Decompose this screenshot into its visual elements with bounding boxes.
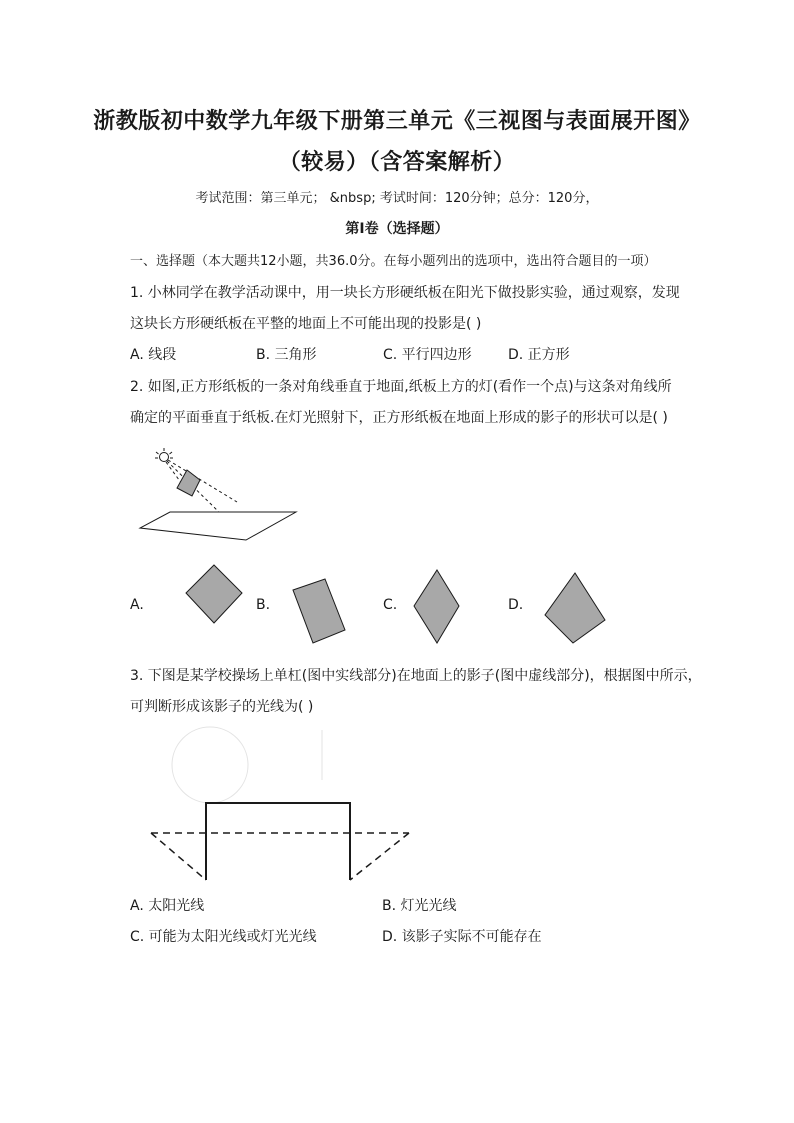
ground-plane — [140, 512, 296, 540]
q3-option-a[interactable]: A. 太阳光线 — [130, 898, 205, 914]
horizontal-bar — [206, 803, 350, 880]
volume-heading: 第I卷（选择题） — [345, 221, 449, 237]
q3-option-b[interactable]: B. 灯光光线 — [382, 898, 457, 914]
q3-option-c[interactable]: C. 可能为太阳光线或灯光光线 — [130, 929, 317, 945]
option-c-shape — [414, 570, 459, 643]
shadow-right-post — [350, 833, 409, 880]
q3-stem-line1: 3. 下图是某学校操场上单杠(图中实线部分)在地面上的影子(图中虚线部分)，根据图中所示， — [130, 668, 702, 684]
faint-background-marks — [172, 727, 322, 803]
shadow-left-post — [151, 833, 206, 880]
light-rays — [166, 460, 237, 515]
q2-stem-line2: 确定的平面垂直于纸板.在灯光照射下，正方形纸板在地面上形成的影子的形状可以是( ) — [130, 410, 668, 426]
page-title: 浙教版初中数学九年级下册第三单元《三视图与表面展开图》 — [93, 108, 701, 134]
page-subtitle: （较易）（含答案解析） — [278, 149, 516, 175]
exam-info: 考试范围：第三单元； &nbsp; 考试时间：120分钟；总分：120分， — [195, 191, 599, 206]
option-a-shape — [186, 565, 242, 623]
lamp-icon — [155, 448, 173, 462]
q1-option-a[interactable]: A. 线段 — [130, 347, 177, 363]
q1-option-b[interactable]: B. 三角形 — [256, 347, 317, 363]
q1-option-d[interactable]: D. 正方形 — [508, 347, 570, 363]
q2-option-a[interactable]: A. — [130, 597, 144, 613]
square-board — [177, 470, 200, 496]
q2-option-c[interactable]: C. — [383, 597, 398, 613]
section-heading: 一、选择题（本大题共12小题，共36.0分。在每小题列出的选项中，选出符合题目的一项） — [130, 254, 657, 269]
q2-option-d[interactable]: D. — [508, 597, 524, 613]
q2-stem-line1: 2. 如图,正方形纸板的一条对角线垂直于地面,纸板上方的灯(看作一个点)与这条对角线所 — [130, 379, 672, 395]
q2-option-b[interactable]: B. — [256, 597, 271, 613]
q1-option-c[interactable]: C. 平行四边形 — [383, 347, 472, 363]
option-d-shape — [545, 573, 605, 643]
q1-stem-line2: 这块长方形硬纸板在平整的地面上不可能出现的投影是( ) — [130, 316, 482, 332]
option-b-shape — [293, 579, 345, 643]
q3-stem-line2: 可判断形成该影子的光线为( ) — [130, 699, 314, 715]
q3-option-d[interactable]: D. 该影子实际不可能存在 — [382, 929, 542, 945]
q1-stem-line1: 1. 小林同学在教学活动课中，用一块长方形硬纸板在阳光下做投影实验，通过观察，发现 — [130, 285, 680, 301]
